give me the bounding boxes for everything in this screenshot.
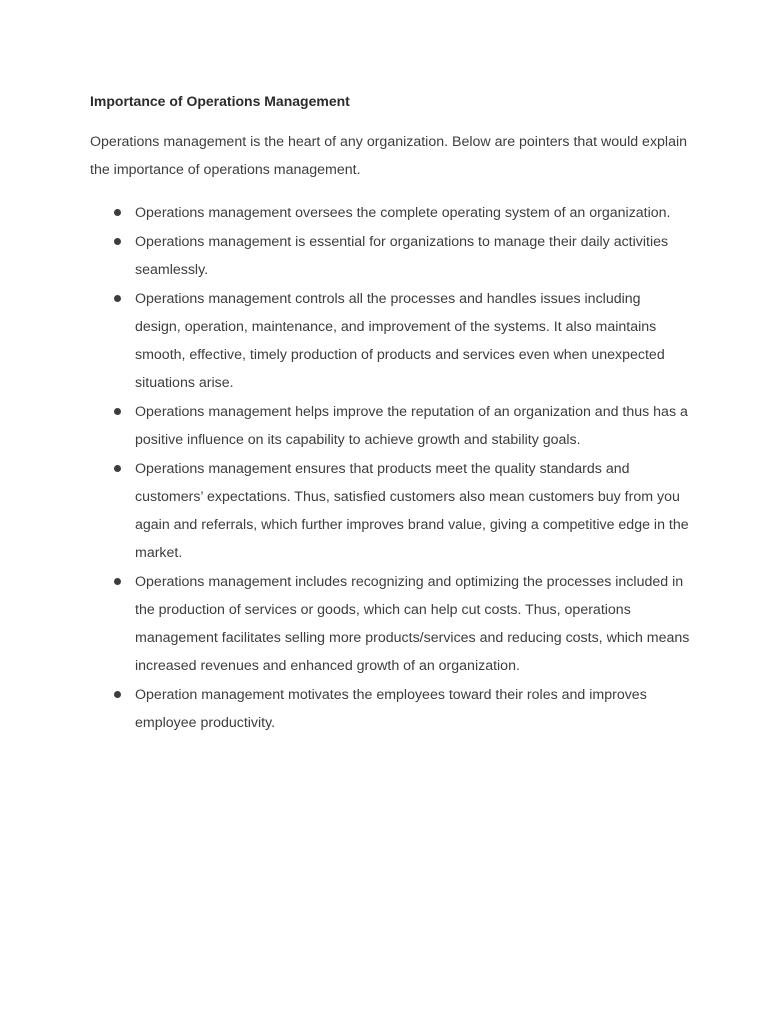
list-item: [90, 398, 690, 454]
bullet-icon: [114, 691, 121, 698]
list-item-text: Operations management is essential for organizations to manage their daily activities seamlessly.: [135, 234, 669, 278]
list-item-text: Operation management motivates the employees toward their roles and improves employee productivity.: [135, 687, 647, 731]
list-item-text: Operations management controls all the processes and handles issues including design, operation, maintenance, and improvement of the systems. It also maintains smooth, effective, timely production of products and services even when unexpected situations arise.: [135, 291, 665, 391]
list-item-text: Operations management ensures that products meet the quality standards and customers’ expectations. Thus, satisfied customers also mean customers buy from you again and referrals, which further improves brand value, giving a competitive edge in the market.: [135, 461, 689, 561]
bullet-icon: [114, 209, 121, 216]
bullet-icon: [114, 408, 121, 415]
bullet-icon: [114, 465, 121, 472]
bullet-icon: [114, 238, 121, 245]
bullet-list: [90, 199, 690, 737]
document-title: Importance of Operations Management: [90, 93, 350, 109]
bullet-icon: [114, 295, 121, 302]
list-item: [90, 199, 690, 227]
list-item-text: Operations management includes recognizing and optimizing the processes included in the production of services or goods, which can help cut costs. Thus, operations management facilitates selling more products/services and reducing costs, which means increased revenues and enhanced growth of an organization.: [135, 574, 690, 674]
list-item: [90, 681, 690, 737]
intro-paragraph: Operations management is the heart of any organization. Below are pointers that would explain the importance of operations management.: [90, 134, 688, 178]
list-item: [90, 568, 690, 680]
list-item-text: Operations management helps improve the reputation of an organization and thus has a positive influence on its capability to achieve growth and stability goals.: [135, 404, 688, 448]
list-item: [90, 455, 690, 567]
list-item: [90, 285, 690, 397]
bullet-icon: [114, 578, 121, 585]
list-item-text: Operations management oversees the complete operating system of an organization.: [135, 205, 671, 221]
list-item: [90, 228, 690, 284]
document-body: [90, 88, 690, 738]
